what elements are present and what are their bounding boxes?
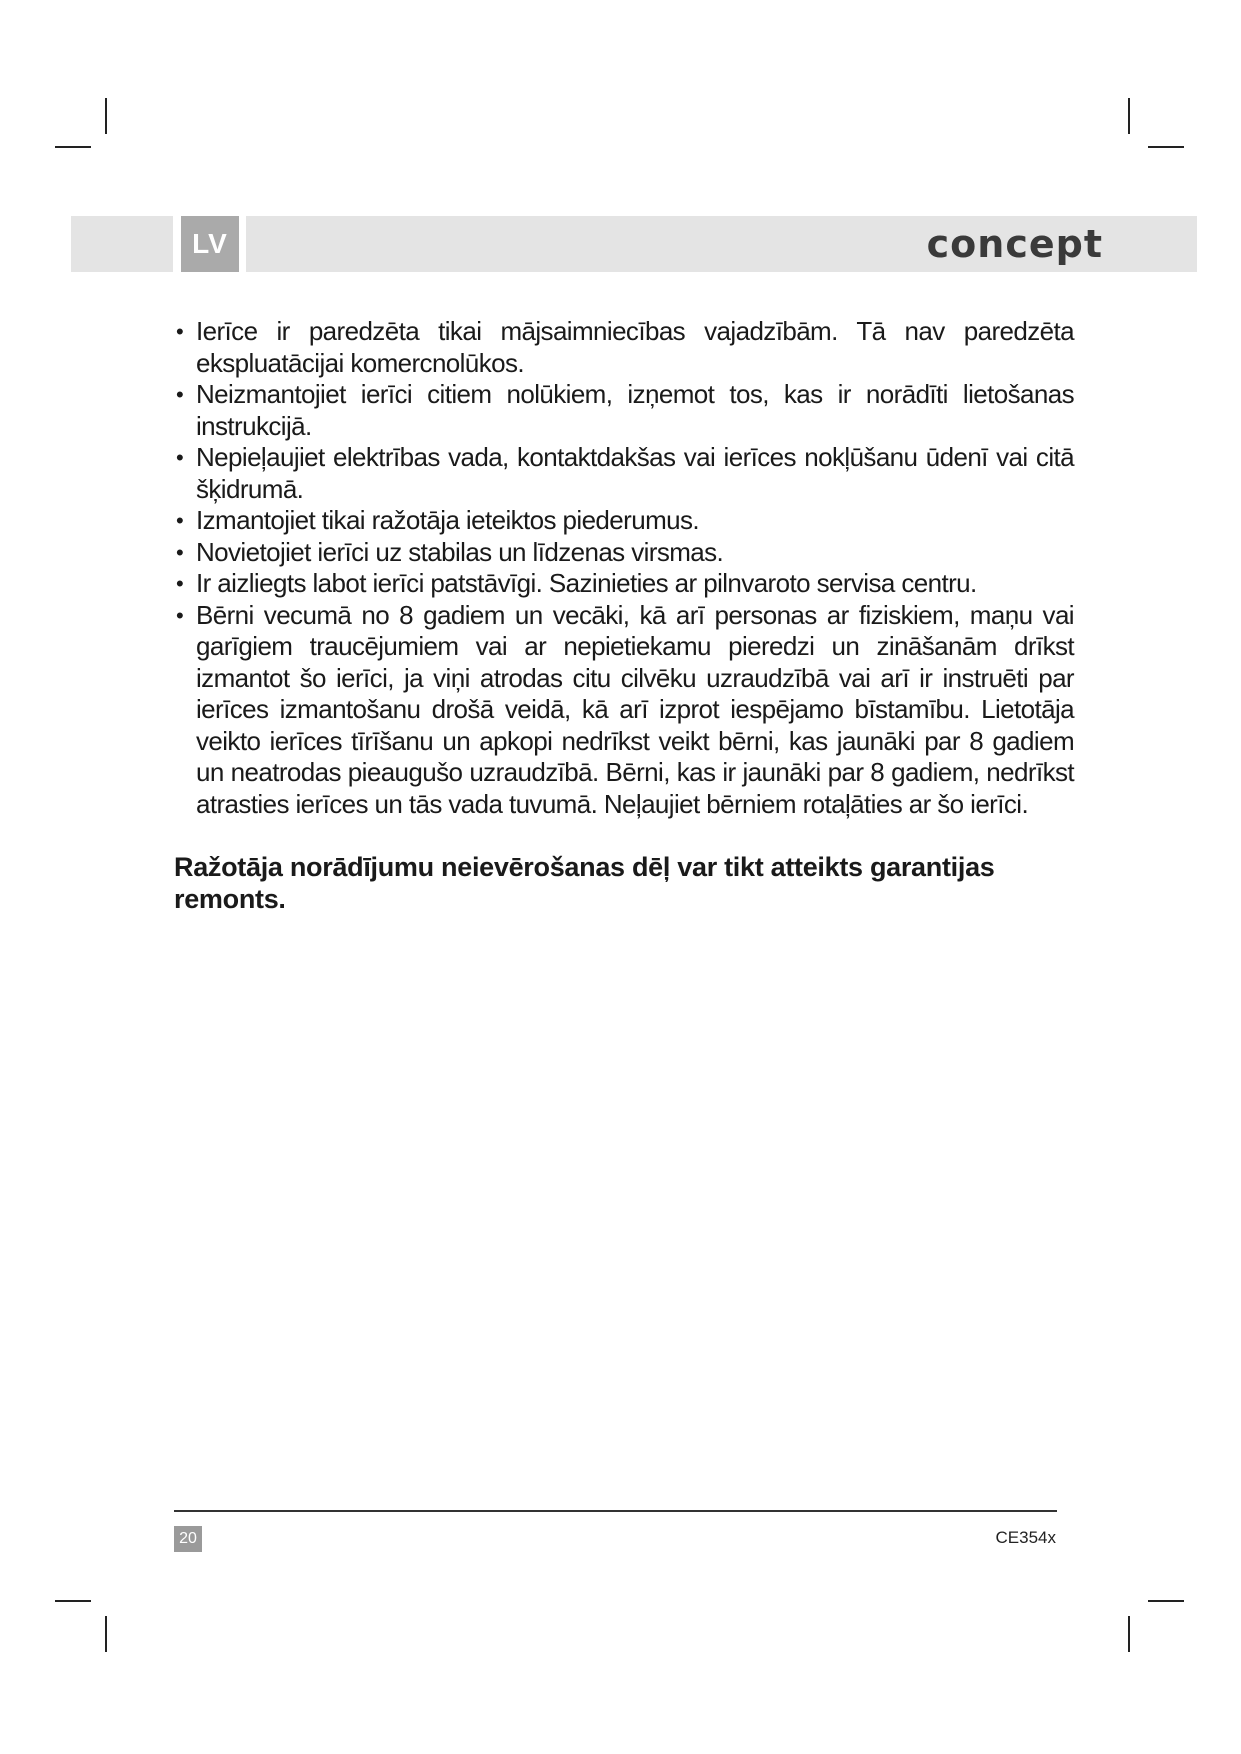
list-item xyxy=(174,568,1074,600)
header-band-left xyxy=(71,216,173,272)
list-item xyxy=(174,505,1074,537)
bullet-icon: • xyxy=(176,319,184,344)
bullet-icon: • xyxy=(176,445,184,470)
list-item-text: Ierīce ir paredzēta tikai mājsaimniecības vajadzībām. Tā nav paredzēta ekspluatācijai komercnolūkos. xyxy=(196,316,1074,378)
crop-mark-bottom-left-horizontal xyxy=(55,1600,91,1602)
list-item-text: Novietojiet ierīci uz stabilas un līdzenas virsmas. xyxy=(196,536,724,567)
list-item xyxy=(174,442,1074,505)
list-item-text: Ir aizliegts labot ierīci patstāvīgi. Sazinieties ar pilnvaroto servisa centru. xyxy=(196,568,977,598)
crop-mark-top-right-horizontal xyxy=(1148,146,1184,148)
crop-mark-bottom-right-horizontal xyxy=(1148,1600,1184,1602)
crop-mark-top-left-horizontal xyxy=(55,146,91,148)
bullet-icon: • xyxy=(176,571,184,596)
page-number: 20 xyxy=(174,1526,202,1552)
list-item-text: Nepieļaujiet elektrības vada, kontaktdakšas vai ierīces nokļūšanu ūdenī vai citā šķidrumā. xyxy=(196,442,1074,504)
brand-logo: concept xyxy=(926,222,1103,266)
bullet-icon: • xyxy=(176,508,184,533)
safety-instructions-list xyxy=(174,316,1074,820)
list-item xyxy=(174,379,1074,442)
bullet-icon: • xyxy=(176,382,184,407)
crop-mark-top-left-vertical xyxy=(105,98,107,134)
list-item-text: Neizmantojiet ierīci citiem nolūkiem, izņemot tos, kas ir norādīti lietošanas instrukcijā. xyxy=(196,379,1074,441)
list-item xyxy=(174,600,1074,821)
model-number: CE354x xyxy=(995,1528,1056,1547)
crop-mark-top-right-vertical xyxy=(1128,98,1130,134)
list-item-text: Izmantojiet tikai ražotāja ieteiktos piederumus. xyxy=(196,505,700,535)
list-item xyxy=(174,537,1074,569)
bullet-icon: • xyxy=(176,602,184,628)
page-content xyxy=(174,316,1074,915)
bullet-icon: • xyxy=(176,539,184,565)
crop-mark-bottom-left-vertical xyxy=(105,1616,107,1652)
footer-divider xyxy=(174,1510,1057,1512)
list-item xyxy=(174,316,1074,379)
crop-mark-bottom-right-vertical xyxy=(1128,1616,1130,1652)
warranty-warning: Ražotāja norādījumu neievērošanas dēļ var tikt atteikts garantijas remonts. xyxy=(174,852,995,914)
list-item-text: Bērni vecumā no 8 gadiem un vecāki, kā arī personas ar fiziskiem, maņu vai garīgiem traucējumiem vai ar nepietiekamu pieredzi un zināšanām drīkst izmantot šo ierīci, ja viņi atrodas citu cilvēku uzraudzībā vai arī ir instruēti par ierīces izmantošanu drošā veidā, kā arī izprot iespējamo bīstamību. Lietotāja veikto ierīces tīrīšanu un apkopi nedrīkst veikt bērni, kas jaunāki par 8 gadiem un neatrodas pieaugušo uzraudzībā. Bērni, kas ir jaunāki par 8 gadiem, nedrīkst atrasties ierīces un tās vada tuvumā. Neļaujiet bērniem rotaļāties ar šo ierīci. xyxy=(196,599,1074,819)
language-badge: LV xyxy=(181,216,239,272)
